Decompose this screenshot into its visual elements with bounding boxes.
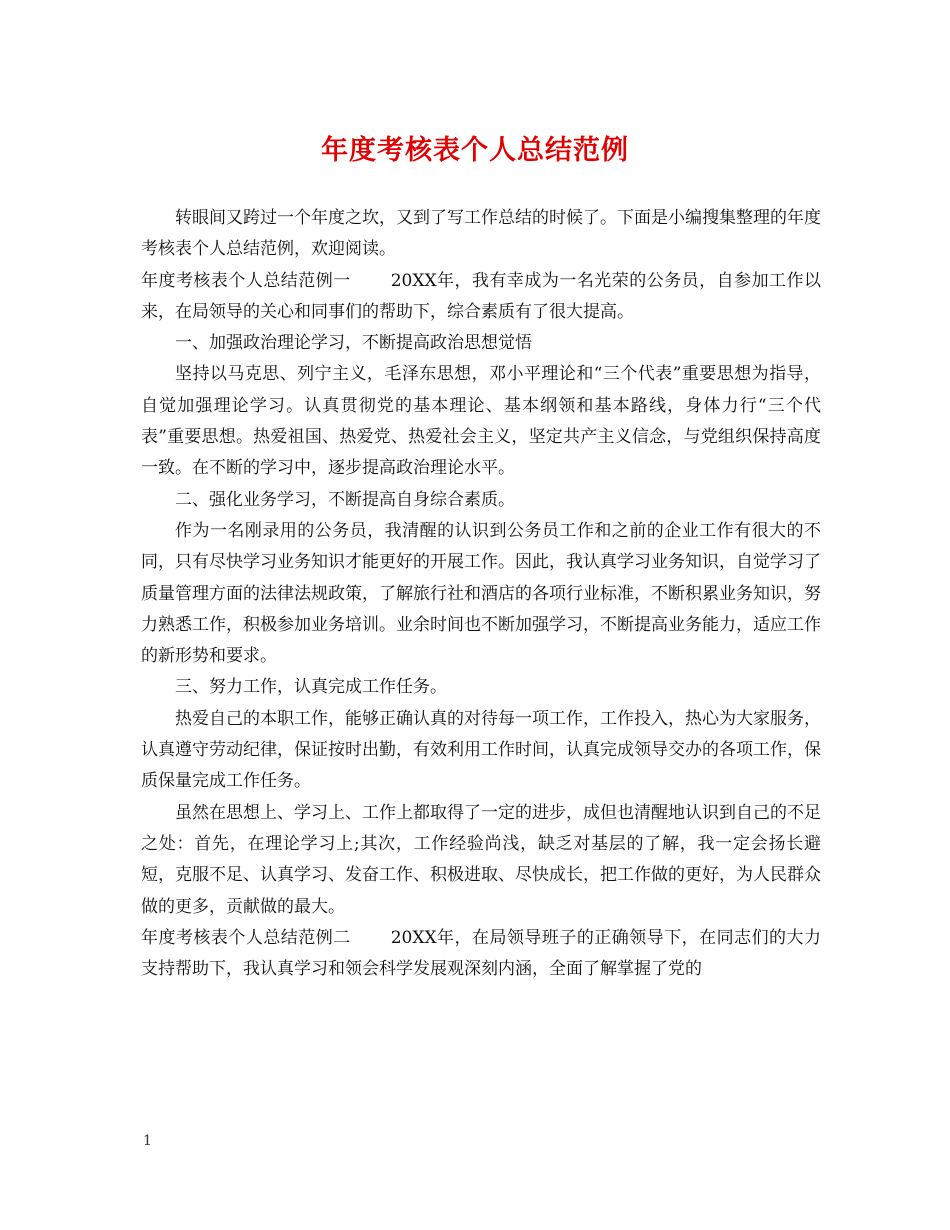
section-3-paragraph: 热爱自己的本职工作，能够正确认真的对待每一项工作，工作投入，热心为大家服务，认真遵守劳动纪律，保证按时出勤，有效利用工作时间，认真完成领导交办的各项工作，保质保量完成工作任务。	[141, 708, 821, 792]
intro-paragraph: 转眼间又跨过一个年度之坎，又到了写工作总结的时候了。下面是小编搜集整理的年度考核表个人总结范例，欢迎阅读。	[141, 208, 821, 260]
page-number: 1	[143, 1133, 152, 1149]
summary-paragraph: 虽然在思想上、学习上、工作上都取得了一定的进步，成但也清醒地认识到自己的不足之处：首先，在理论学习上;其次，工作经验尚浅，缺乏对基层的了解，我一定会扬长避短，克服不足、认真学习、发奋工作、积极进取、尽快成长，把工作做的更好，为人民群众做的更多，贡献做的最大。	[141, 802, 821, 917]
example-two-label: 年度考核表个人总结范例二	[141, 927, 351, 948]
section-heading-1: 一、加强政治理论学习，不断提高政治思想觉悟	[175, 333, 532, 354]
example-one-paragraph	[141, 266, 821, 329]
section-1-paragraph: 坚持以马克思、列宁主义，毛泽东思想，邓小平理论和“三个代表”重要思想为指导，自觉加强理论学习。认真贯彻党的基本理论、基本纲领和基本路线，身体力行“三个代表”重要思想。热爱祖国、热爱党、热爱社会主义，坚定共产主义信念，与党组织保持高度一致。在不断的学习中，逐步提高政治理论水平。	[141, 364, 821, 479]
example-two-text: 20XX年，在局领导班子的正确领导下，在同志们的大力支持帮助下，我认真学习和领会科学发展观深刻内涵，全面了解掌握了党的	[141, 927, 821, 980]
section-heading-3: 三、努力工作，认真完成工作任务。	[175, 677, 447, 698]
section-heading-2: 二、强化业务学习，不断提高自身综合素质。	[175, 489, 515, 510]
document-title: 年度考核表个人总结范例	[321, 135, 629, 166]
example-two-paragraph	[141, 923, 821, 986]
section-2-paragraph: 作为一名刚录用的公务员，我清醒的认识到公务员工作和之前的企业工作有很大的不同，只有尽快学习业务知识才能更好的开展工作。因此，我认真学习业务知识，自觉学习了质量管理方面的法律法规政策，了解旅行社和酒店的各项行业标准，不断积累业务知识，努力熟悉工作，积极参加业务培训。业余时间也不断加强学习，不断提高业务能力，适应工作的新形势和要求。	[141, 520, 821, 667]
example-one-label: 年度考核表个人总结范例一	[141, 270, 351, 291]
document-body	[141, 203, 821, 985]
example-one-text: 20XX年，我有幸成为一名光荣的公务员，自参加工作以来，在局领导的关心和同事们的帮助下，综合素质有了很大提高。	[141, 270, 821, 322]
